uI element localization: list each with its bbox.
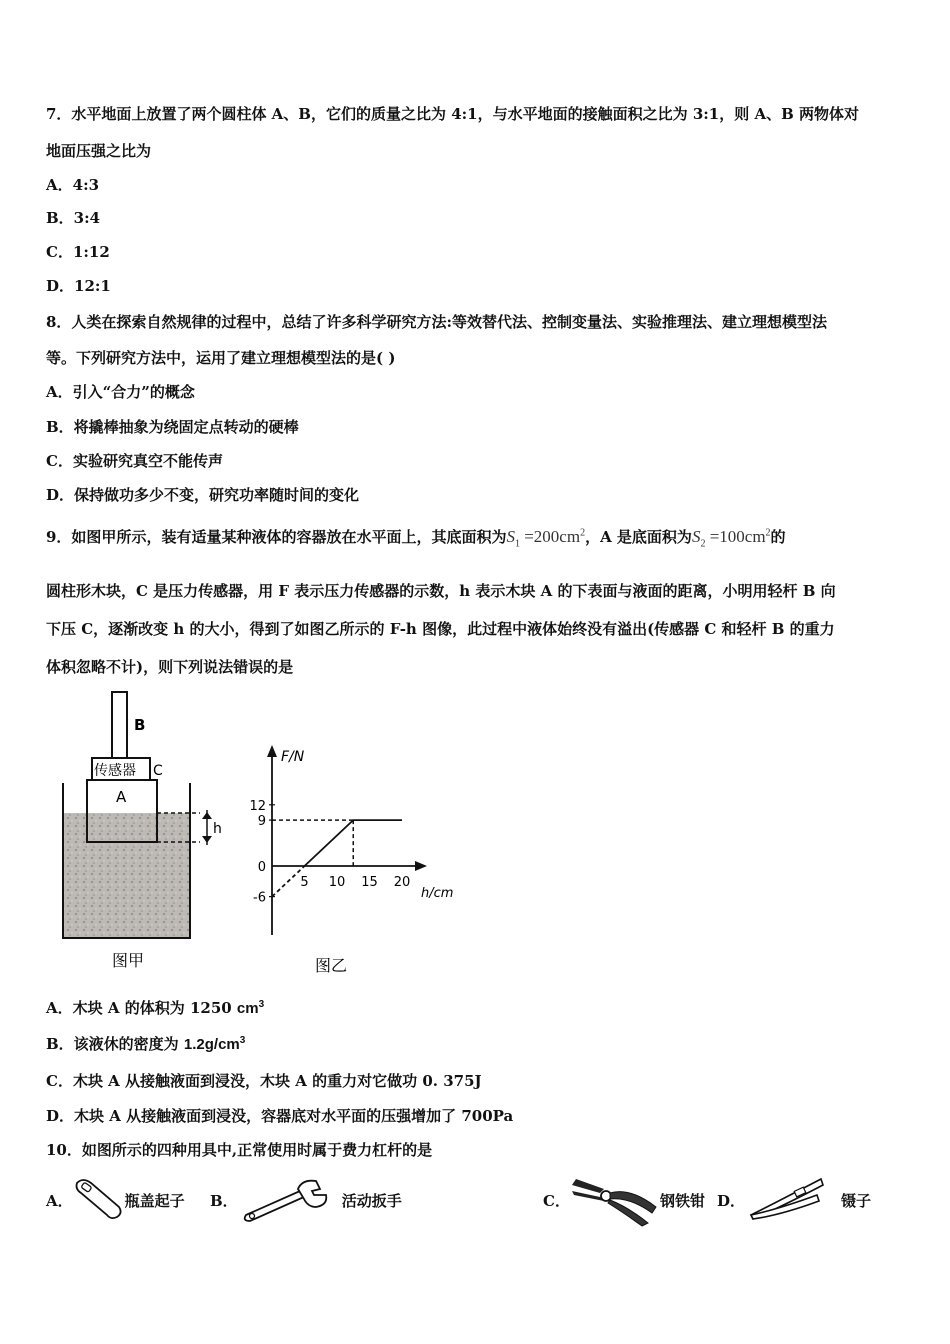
x-tick-label: 5 <box>300 875 309 890</box>
rod-b <box>112 692 127 758</box>
q9-option-d: D．木块 A 从接触液面到浸没，容器底对水平面的压强增加了 700Pa <box>46 1107 514 1125</box>
s2-formula: $S_2 =100cm^2$ <box>691 527 771 550</box>
bottle-opener-icon <box>73 1175 125 1225</box>
q8-option-b: B．将撬棒抽象为绕固定点转动的硬棒 <box>46 418 299 436</box>
q9-stem-part2: ，A 是底面积为 <box>585 528 692 546</box>
label-h: h <box>213 821 222 837</box>
q7-option-d: D．12:1 <box>46 277 111 295</box>
y-tick-label: 12 <box>249 798 266 814</box>
q7-option-c: C．1:12 <box>46 243 110 261</box>
q7-option-b: B．3:4 <box>46 209 101 227</box>
x-tick-label: 10 <box>328 875 346 890</box>
figure-yi-chart <box>235 735 470 990</box>
q9-stem-line4: 体积忽略不计)，则下列说法错误的是 <box>46 658 294 676</box>
y-axis-label: F/N <box>281 749 305 765</box>
caption-jia: 图甲 <box>112 951 145 970</box>
x-tick-label: 20 <box>393 875 411 890</box>
s1-formula: $S_1 =200cm^2$ <box>506 527 586 550</box>
figure-jia <box>50 688 230 988</box>
q8-stem-line1: 8．人类在探索自然规律的过程中，总结了许多科学研究方法:等效替代法、控制变量法、实验推理法、建立理想模型法 <box>46 313 827 331</box>
q8-option-a: A．引入“合力”的概念 <box>46 383 195 401</box>
q7-stem-line2: 地面压强之比为 <box>46 142 152 160</box>
q10-option-a: A． 瓶盖起子 <box>46 1170 185 1230</box>
q8-stem-line2: 等。下列研究方法中，运用了建立理想模型法的是( ) <box>46 349 396 367</box>
y-tick-label: -6 <box>253 890 266 906</box>
label-b: B <box>134 716 146 734</box>
q9-stem-part1: 9．如图甲所示，装有适量某种液体的容器放在水平面上，其底面积为 <box>46 528 507 546</box>
q10-option-c: C． 钢铁钳 <box>543 1170 705 1230</box>
q9-stem-part3: 的 <box>770 528 786 546</box>
q8-option-c: C．实验研究真空不能传声 <box>46 452 223 470</box>
q10-option-b: B． 活动扳手 <box>210 1170 402 1230</box>
q9-option-c: C．木块 A 从接触液面到浸没，木块 A 的重力对它做功 0. 375J <box>46 1072 482 1090</box>
q9-stem-line2: 圆柱形木块，C 是压力传感器，用 F 表示压力传感器的示数，h 表示木块 A 的下表面与液面的距离，小明用轻杆 B 向 <box>46 582 836 600</box>
adjustable-wrench-icon <box>238 1175 338 1225</box>
q7-option-a: A．4:3 <box>46 176 100 194</box>
x-axis-label: h/cm <box>421 886 454 901</box>
q9-stem-line3: 下压 C，逐渐改变 h 的大小，得到了如图乙所示的 F-h 图像，此过程中液体始终没有溢出(传感器 C 和轻杆 B 的重力 <box>46 620 835 638</box>
pliers-icon <box>570 1173 660 1228</box>
q9-option-a: A．木块 A 的体积为 1250 $cm^3$ <box>46 999 265 1017</box>
q7-stem-line1: 7．水平地面上放置了两个圆柱体 A、B，它们的质量之比为 4:1，与水平地面的接触面积之比为 3:1，则 A、B 两物体对 <box>46 105 860 123</box>
q8-option-d: D．保持做功多少不变，研究功率随时间的变化 <box>46 486 360 504</box>
q10-stem: 10．如图所示的四种用具中,正常使用时属于费力杠杆的是 <box>46 1141 433 1159</box>
label-c: C <box>153 763 163 779</box>
q9-option-b: B．该液休的密度为 $1.2g/cm^3$ <box>46 1035 246 1053</box>
q9-stem-line1 <box>46 526 786 549</box>
q10-option-d: D． 镊子 <box>717 1170 871 1230</box>
tweezers-icon <box>745 1175 825 1225</box>
y-tick-label: 0 <box>257 860 266 875</box>
label-sensor: 传感器 <box>94 763 136 779</box>
label-a: A <box>116 788 127 806</box>
x-tick-label: 15 <box>361 875 378 890</box>
liquid <box>63 813 190 937</box>
y-tick-label: 9 <box>257 814 266 830</box>
caption-yi: 图乙 <box>315 956 348 975</box>
